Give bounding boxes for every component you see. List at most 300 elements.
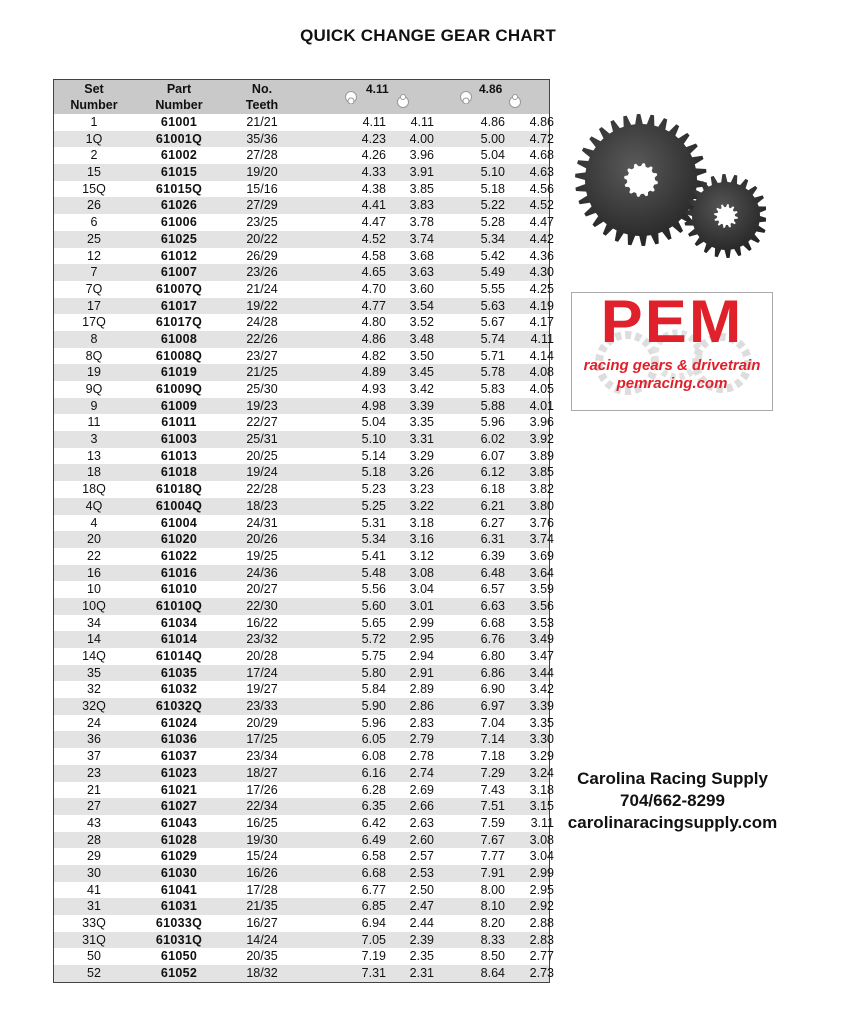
teeth-count: 16/27 (246, 916, 278, 930)
part-number: 61017Q (155, 315, 203, 330)
ratio-486-a: 7.04 (480, 715, 505, 730)
table-row (54, 248, 554, 265)
ratio-486-a: 4.86 (480, 115, 505, 129)
ratio-486-a: 7.67 (480, 832, 505, 847)
ratio-486-a: 5.49 (480, 265, 505, 280)
ratio-486-a: 5.10 (480, 165, 505, 180)
ratio-411-b: 2.74 (409, 765, 434, 780)
ratio-486-b: 2.83 (529, 932, 554, 947)
table-row (54, 431, 554, 448)
teeth-count: 17/24 (246, 665, 278, 680)
ratio-411-a: 5.23 (361, 482, 386, 497)
set-number: 11 (87, 415, 101, 430)
set-number: 17Q (82, 315, 106, 330)
ratio-411-a: 5.90 (361, 699, 386, 714)
part-number: 61029 (160, 849, 198, 864)
ratio-486-a: 6.68 (480, 615, 505, 630)
part-number: 61016 (160, 565, 198, 580)
ratio-411-a: 6.58 (361, 849, 386, 864)
set-number: 29 (87, 849, 101, 864)
set-number: 23 (87, 765, 101, 780)
ratio-411-a: 5.25 (361, 498, 386, 513)
table-row (54, 448, 554, 465)
teeth-count: 20/25 (246, 448, 278, 463)
teeth-count: 22/27 (246, 415, 278, 430)
table-row (54, 364, 554, 381)
ratio-411-a: 5.56 (361, 582, 386, 597)
ratio-411-b: 3.01 (409, 598, 434, 613)
ratio-411-a: 5.60 (361, 598, 386, 613)
set-number: 24 (87, 715, 101, 730)
ratio-486-b: 4.63 (529, 165, 554, 180)
set-number: 35 (87, 665, 101, 680)
ratio-486-b: 3.64 (529, 565, 554, 580)
set-number: 4Q (85, 498, 103, 513)
teeth-count: 21/35 (246, 899, 278, 914)
ratio-486-b: 3.96 (529, 415, 554, 430)
ratio-486-a: 8.50 (480, 949, 505, 964)
set-number: 14Q (82, 649, 106, 663)
part-number: 61052 (160, 966, 198, 981)
set-number: 1Q (85, 131, 103, 146)
teeth-count: 16/26 (246, 865, 278, 880)
ratio-486-b: 4.11 (530, 331, 554, 346)
ratio-411-a: 5.72 (361, 632, 386, 647)
ratio-486-b: 3.15 (529, 799, 554, 814)
gear-pair-icon (508, 94, 522, 108)
teeth-count: 19/20 (246, 165, 278, 180)
part-number: 61010 (160, 582, 198, 597)
table-row (54, 147, 554, 164)
teeth-count: 14/24 (246, 932, 278, 947)
table-row (54, 331, 554, 348)
ratio-486-b: 3.53 (529, 615, 554, 630)
table-row (54, 898, 554, 915)
ratio-411-a: 6.08 (361, 749, 386, 764)
set-number-header: Set Number (70, 82, 118, 112)
ratio-411-b: 3.26 (409, 465, 434, 480)
ratio-486-b: 3.29 (529, 749, 554, 764)
teeth-count: 27/29 (246, 198, 278, 213)
ratio-486-a: 6.76 (480, 632, 505, 647)
ratio-411-a: 4.26 (361, 148, 386, 163)
set-number: 6 (90, 215, 98, 230)
teeth-count: 21/25 (246, 365, 278, 380)
ratio-411-a: 5.31 (361, 515, 386, 530)
ratio-411-a: 4.70 (361, 281, 386, 296)
table-row (54, 832, 554, 849)
table-row (54, 548, 554, 565)
ratio-411-a: 6.85 (361, 899, 386, 914)
ratio-486-b: 4.30 (529, 265, 554, 280)
ratio-411-b: 3.74 (409, 231, 434, 246)
part-number: 61009 (160, 398, 198, 413)
ratio-486-b: 2.99 (529, 865, 554, 880)
pem-logo (571, 292, 773, 411)
teeth-count: 19/27 (246, 682, 278, 697)
ratio-411-a: 5.34 (361, 532, 386, 547)
gears-photo (566, 112, 766, 264)
part-number: 61050 (160, 949, 198, 964)
ratio-411-a: 4.98 (361, 398, 386, 413)
part-number: 61007Q (155, 281, 203, 296)
ratio-411-a: 5.75 (361, 649, 386, 663)
ratio-411-b: 2.69 (409, 782, 434, 797)
part-number: 61018 (160, 465, 198, 480)
part-number: 61022 (160, 548, 198, 563)
ratio-411-b: 3.39 (409, 398, 434, 413)
teeth-count: 24/31 (246, 515, 278, 530)
set-number: 8Q (85, 348, 103, 363)
ratio-411-a: 4.86 (361, 331, 386, 346)
ratio-486-a: 5.22 (480, 198, 505, 213)
ratio-411-b: 3.63 (409, 265, 434, 280)
ratio-411-a: 6.42 (361, 815, 386, 830)
ratio-411-b: 2.47 (409, 899, 434, 914)
teeth-count: 20/28 (246, 649, 278, 663)
ratio-486-b: 3.04 (529, 849, 554, 864)
teeth-count: 25/30 (246, 382, 278, 396)
part-number: 61015 (160, 165, 198, 180)
ratio-486-a: 6.80 (480, 649, 505, 663)
ratio-411-b: 3.85 (409, 181, 434, 196)
ratio-486-b: 3.08 (529, 832, 554, 847)
ratio-486-b: 3.11 (530, 815, 554, 830)
table-row (54, 565, 554, 582)
teeth-count: 27/28 (246, 148, 278, 163)
ratio-486-b: 3.24 (529, 765, 554, 780)
phone-number: 704/662-8299 (620, 791, 725, 810)
ratio-486-b: 3.30 (529, 732, 554, 747)
ratio-411-b: 3.45 (409, 365, 434, 380)
teeth-count: 20/29 (246, 715, 278, 730)
ratio-411-a: 4.52 (361, 231, 386, 246)
ratio-486-a: 5.83 (480, 382, 505, 396)
ratio-411-header: 4.11 (366, 82, 389, 96)
ratio-411-a: 5.84 (361, 682, 386, 697)
set-number: 15Q (82, 181, 106, 196)
ratio-486-b: 3.92 (529, 432, 554, 447)
set-number: 31 (87, 899, 101, 914)
ratio-411-b: 3.23 (409, 482, 434, 497)
ratio-411-a: 5.10 (361, 432, 386, 447)
ratio-411-b: 3.16 (409, 532, 434, 547)
table-row (54, 648, 554, 665)
ratio-486-b: 4.86 (529, 115, 554, 129)
table-body (54, 114, 554, 982)
ratio-486-a: 8.64 (480, 966, 505, 981)
part-number: 61036 (160, 732, 198, 747)
set-number: 30 (87, 865, 101, 880)
ratio-486-a: 7.29 (480, 765, 505, 780)
teeth-count: 19/30 (246, 832, 278, 847)
teeth-count: 15/16 (246, 181, 278, 196)
teeth-count: 16/22 (246, 615, 278, 630)
ratio-486-a: 7.51 (480, 799, 505, 814)
ratio-411-b: 3.78 (409, 215, 434, 230)
table-row (54, 481, 554, 498)
part-number: 61007 (160, 265, 198, 280)
ratio-411-b: 2.78 (409, 749, 434, 764)
part-number: 61008Q (155, 348, 203, 363)
ratio-486-b: 3.80 (529, 498, 554, 513)
pem-tagline: racing gears & drivetrain (583, 357, 761, 374)
ratio-411-b: 3.96 (409, 148, 434, 163)
set-number: 18Q (82, 482, 106, 497)
part-number: 61033Q (155, 916, 203, 930)
table-row (54, 197, 554, 214)
table-row (54, 181, 554, 198)
ratio-411-a: 4.93 (361, 382, 386, 396)
ratio-486-b: 3.56 (529, 598, 554, 613)
ratio-486-a: 5.28 (480, 215, 505, 230)
ratio-486-b: 2.92 (529, 899, 554, 914)
ratio-411-a: 4.65 (361, 265, 386, 280)
ratio-411-a: 4.80 (361, 315, 386, 330)
ratio-411-b: 4.00 (409, 131, 434, 146)
teeth-count: 15/24 (246, 849, 278, 864)
ratio-411-a: 6.77 (361, 882, 386, 897)
set-number: 12 (87, 248, 101, 263)
ratio-486-b: 4.08 (529, 365, 554, 380)
table-row (54, 498, 554, 515)
ratio-411-a: 6.35 (361, 799, 386, 814)
part-number: 61015Q (155, 181, 203, 196)
set-number: 3 (90, 432, 98, 447)
set-number: 15 (87, 165, 101, 180)
ratio-411-b: 2.60 (409, 832, 434, 847)
ratio-411-a: 4.82 (361, 348, 386, 363)
ratio-486-a: 7.14 (480, 732, 505, 747)
set-number: 33Q (82, 916, 106, 930)
ratio-411-b: 3.31 (409, 432, 434, 447)
ratio-411-b: 2.35 (409, 949, 434, 964)
ratio-411-b: 3.08 (409, 565, 434, 580)
part-number: 61028 (160, 832, 198, 847)
part-number: 61031 (160, 899, 198, 914)
set-number: 9 (90, 398, 98, 413)
ratio-486-a: 5.63 (480, 298, 505, 313)
ratio-486-a: 6.97 (480, 699, 505, 714)
set-number: 10 (87, 582, 101, 597)
table-row (54, 264, 554, 281)
company-website: carolinaracingsupply.com (567, 813, 778, 832)
ratio-486-b: 4.68 (529, 148, 554, 163)
ratio-486-b: 3.69 (529, 548, 554, 563)
ratio-486-a: 7.43 (480, 782, 505, 797)
set-number: 1 (90, 115, 98, 129)
part-number: 61012 (160, 248, 198, 263)
ratio-486-b: 4.17 (529, 315, 554, 330)
set-number: 2 (90, 148, 98, 163)
ratio-486-b: 4.52 (529, 198, 554, 213)
table-row (54, 398, 554, 415)
set-number: 9Q (85, 382, 103, 396)
ratio-411-a: 5.96 (361, 715, 386, 730)
ratio-486-b: 4.42 (529, 231, 554, 246)
teeth-count: 24/28 (246, 315, 278, 330)
part-number: 61011 (161, 415, 197, 430)
table-row (54, 965, 554, 982)
set-number: 27 (87, 799, 101, 814)
ratio-411-b: 3.12 (409, 548, 434, 563)
part-number: 61041 (160, 882, 198, 897)
part-number-header: Part Number (155, 82, 203, 112)
ratio-486-b: 4.72 (529, 131, 554, 146)
set-number: 32 (87, 682, 101, 697)
part-number: 61014 (160, 632, 198, 647)
part-number: 61006 (160, 215, 198, 230)
teeth-count: 23/25 (246, 215, 278, 230)
ratio-486-a: 5.67 (480, 315, 505, 330)
teeth-count: 25/31 (246, 432, 278, 447)
ratio-411-b: 3.42 (409, 382, 434, 396)
set-number: 25 (87, 231, 101, 246)
ratio-411-b: 3.52 (409, 315, 434, 330)
table-row (54, 948, 554, 965)
ratio-411-b: 3.22 (409, 498, 434, 513)
ratio-411-b: 3.04 (409, 582, 434, 597)
ratio-411-b: 2.95 (409, 632, 434, 647)
table-row (54, 882, 554, 899)
teeth-count: 23/26 (246, 265, 278, 280)
teeth-count: 19/22 (246, 298, 278, 313)
ratio-411-b: 2.44 (409, 916, 434, 930)
ratio-411-a: 5.18 (361, 465, 386, 480)
ratio-486-b: 2.95 (529, 882, 554, 897)
part-number: 61023 (160, 765, 198, 780)
ratio-486-a: 6.86 (480, 665, 505, 680)
ratio-486-a: 8.33 (480, 932, 505, 947)
part-number: 61008 (160, 331, 198, 346)
part-number: 61019 (160, 365, 198, 380)
part-number: 61001 (160, 115, 198, 129)
ratio-486-b: 2.77 (529, 949, 554, 964)
part-number: 61018Q (155, 482, 203, 497)
ratio-486-a: 7.18 (480, 749, 505, 764)
table-row (54, 631, 554, 648)
table-row (54, 114, 554, 131)
ratio-486-b: 4.25 (529, 281, 554, 296)
set-number: 13 (87, 448, 101, 463)
teeth-count: 16/25 (246, 815, 278, 830)
part-number: 61043 (160, 815, 198, 830)
teeth-count: 23/27 (246, 348, 278, 363)
ratio-411-a: 4.89 (361, 365, 386, 380)
ratio-486-a: 8.00 (480, 882, 505, 897)
ratio-411-b: 3.60 (409, 281, 434, 296)
ratio-411-b: 3.83 (409, 198, 434, 213)
gear-pair-icon (396, 94, 410, 108)
ratio-411-a: 7.31 (361, 966, 386, 981)
set-number: 36 (87, 732, 101, 747)
ratio-486-a: 5.88 (480, 398, 505, 413)
set-number: 37 (87, 749, 101, 764)
table-row (54, 598, 554, 615)
part-number: 61030 (160, 865, 198, 880)
ratio-411-b: 2.91 (409, 665, 434, 680)
ratio-486-a: 6.48 (480, 565, 505, 580)
part-number: 61017 (160, 298, 198, 313)
ratio-486-a: 6.12 (480, 465, 505, 480)
part-number: 61002 (160, 148, 198, 163)
part-number: 61021 (160, 782, 198, 797)
ratio-411-a: 4.41 (361, 198, 386, 213)
ratio-411-b: 2.79 (409, 732, 434, 747)
ratio-486-b: 4.01 (529, 398, 554, 413)
table-row (54, 698, 554, 715)
table-row (54, 214, 554, 231)
teeth-count: 20/27 (246, 582, 278, 597)
teeth-count: 20/22 (246, 231, 278, 246)
set-number: 32Q (82, 699, 106, 714)
table-row (54, 715, 554, 732)
part-number: 61009Q (155, 382, 203, 396)
table-row (54, 798, 554, 815)
ratio-486-b: 3.35 (529, 715, 554, 730)
teeth-count: 23/34 (246, 749, 278, 764)
contact-block (560, 768, 785, 834)
teeth-header: No. Teeth (245, 82, 279, 112)
part-number: 61032Q (155, 699, 203, 714)
ratio-411-a: 4.58 (361, 248, 386, 263)
set-number: 16 (87, 565, 101, 580)
ratio-486-a: 6.27 (480, 515, 505, 530)
part-number: 61027 (160, 799, 198, 814)
part-number: 61003 (160, 432, 198, 447)
table-row (54, 748, 554, 765)
pem-brand: PEM (600, 292, 744, 355)
ratio-411-a: 6.49 (361, 832, 386, 847)
ratio-486-a: 6.63 (480, 598, 505, 613)
ratio-411-b: 2.50 (409, 882, 434, 897)
ratio-486-b: 3.47 (529, 649, 554, 663)
teeth-count: 24/36 (246, 565, 278, 580)
ratio-411-a: 5.48 (361, 565, 386, 580)
set-number: 7 (90, 265, 98, 280)
teeth-count: 22/34 (246, 799, 278, 814)
table-row (54, 348, 554, 365)
teeth-count: 18/23 (246, 498, 278, 513)
part-number: 61034 (160, 615, 198, 630)
teeth-count: 19/23 (246, 398, 278, 413)
ratio-411-b: 2.63 (409, 815, 434, 830)
ratio-411-a: 6.28 (361, 782, 386, 797)
part-number: 61031Q (155, 932, 203, 947)
teeth-count: 23/33 (246, 699, 278, 714)
ratio-411-a: 4.77 (361, 298, 386, 313)
ratio-486-a: 6.90 (480, 682, 505, 697)
ratio-486-b: 3.85 (529, 465, 554, 480)
table-row (54, 681, 554, 698)
ratio-411-b: 2.66 (409, 799, 434, 814)
ratio-486-b: 3.18 (529, 782, 554, 797)
teeth-count: 17/25 (246, 732, 278, 747)
set-number: 50 (87, 949, 101, 964)
ratio-486-b: 2.88 (529, 916, 554, 930)
ratio-411-b: 2.83 (409, 715, 434, 730)
table-row (54, 865, 554, 882)
ratio-486-b: 4.36 (529, 248, 554, 263)
ratio-486-a: 5.96 (480, 415, 505, 430)
ratio-486-a: 6.02 (480, 432, 505, 447)
ratio-411-b: 2.57 (409, 849, 434, 864)
ratio-486-header: 4.86 (479, 82, 503, 96)
ratio-486-b: 3.82 (529, 482, 554, 497)
ratio-486-a: 7.77 (480, 849, 505, 864)
ratio-411-a: 4.11 (362, 115, 386, 129)
teeth-count: 22/30 (246, 598, 278, 613)
